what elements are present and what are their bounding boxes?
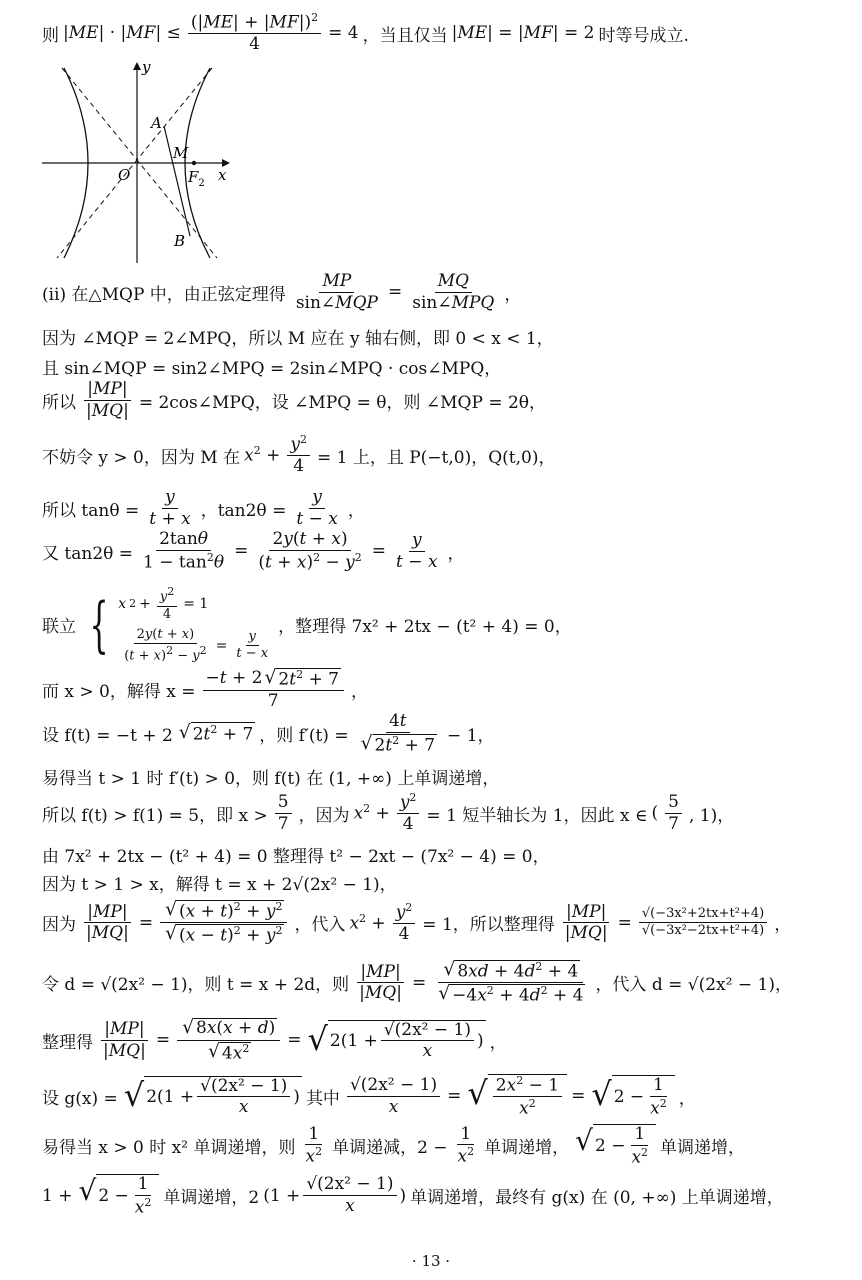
fraction: √ $8xd + 4d^2 + 4$ √ $-4x^2 + 4d^2 + 4$ [438,959,584,1006]
fraction: √ 8x(x + d) √ $4x^2$ [177,1018,280,1063]
fraction: $\frac{(|ME| + |MF|)^2}{4}$ [188,12,321,54]
text: 易得当 x > 0 时 x² 单调递增，则 [42,1138,296,1159]
text: 因为 [42,915,76,936]
line-20: 易得当 x > 0 时 x² 单调递增，则 $\frac{1}{x^2}$ 单调递减，2 − $\frac{1}{x^2}$ 单调递增， √ 2 − $\frac{1}{x^2}$ 单调递增， [42,1123,746,1168]
line-8: 又 tan2θ = $\frac{2\tan\theta}{1 - \tan^2\theta}$ = $\frac{2y(t + x)}{(t + x)^2 - y^2}$ = $\frac{y}{t - x}$ ， [42,529,465,573]
fraction: −t + 2 √ $2t^2 + 7$ 7 [203,668,344,711]
line-19: 设 g(x) = √ 2(1 + $\frac{\text{√(2x² − 1)}}{x}$ ) 其中 $\frac{\text{√(2x² − 1)}}{x}$ = √ $\frac{2x^2 - 1}{x^2}$ = √ 2 − $\frac{1}{x^2}$ ， [42,1074,696,1119]
line-16: 因为 $\frac{|MP|}{|MQ|}$ = √ $(x + t)^2 + y^2$ √ $(x - t)^2 + y^2$ ，代入 $x^2$ + $\frac{y^2}{4}$ = 1，所以整理得 $\frac{|MP|}{|MQ|}$ = $\frac{\text{√(−3x²+2tx+t²+4)}}{\text{√(−3x²−2tx+t²+4)}}$ ， [42,899,792,946]
text: = 2cos∠MPQ，设 ∠MPQ = θ，则 ∠MQP = 2θ， [138,392,547,413]
line-6: 不妨令 y > 0，因为 M 在 $x^2$ + $\frac{y^2}{4}$ = 1 上，且 P(−t,0)，Q(t,0)， [42,433,556,477]
point-m-label: M [173,144,189,162]
text: 单调递增， [484,1138,570,1159]
axis-y-label: y [142,58,151,76]
fraction: $\frac{y}{t + x}$ [149,487,191,529]
text: 单调递减，2 − [332,1138,448,1159]
math-expr: |ME| · |MF| ≤ [63,23,181,44]
origin-label: O [118,166,131,184]
fraction: $\frac{MP}{\text{sin∠MQP}}$ [295,271,378,313]
text: 所以 tanθ = [42,500,140,521]
fraction: $\frac{y^2}{4}$ [393,902,416,944]
fraction: $\frac{|MP|}{|MQ|}$ [103,1019,146,1061]
page-number: · 13 · [411,1252,451,1270]
fraction: $\frac{y}{t - x}$ [396,529,438,572]
line-15: 因为 t > 1 > x，解得 t = x + 2√(2x² − 1)， [42,875,397,895]
fraction: $\frac{y^2}{4}$ [397,792,420,834]
text: 设 f(t) = −t + 2 [42,726,173,747]
text: ，代入 d = √(2x² − 1)， [595,975,792,996]
fraction: $\frac{2y(t + x)}{(t + x)^2 - y^2}$ [258,529,362,573]
fraction: $\frac{\text{√(2x² − 1)}}{x}$ [347,1076,440,1116]
text: 不妨令 y > 0，因为 M 在 [42,447,241,468]
text: 而 x > 0，解得 x = [42,682,196,703]
fraction: $\frac{y}{t - x}$ [296,487,338,529]
text: 1 + [42,1185,73,1206]
text: 整理得 [42,1032,93,1053]
text: 所以 f(t) > f(1) = 5，即 x > [42,805,268,826]
text: ，代入 [294,915,346,936]
fraction: $\frac{5}{7}$ [275,793,292,833]
text: ，则 f′(t) = [259,726,349,747]
text: ，tan2θ = [200,500,287,521]
line-2: (ⅱ) 在△MQP 中，由正弦定理得 $\frac{MP}{\text{sin∠MQP}}$ = $\frac{MQ}{\text{sin∠MPQ}}$ ， [42,271,522,313]
fraction: $\frac{y^2}{4}$ [287,434,310,476]
fraction: $\frac{1}{x^2}$ [305,1123,323,1167]
text: ，因为 [298,805,350,826]
text: 单调递增，2 [163,1188,260,1209]
math-expr: |ME| = |MF| = 2 [451,23,595,44]
line-5 [42,380,546,420]
line-17: 令 d = √(2x² − 1)，则 t = x + 2d，则 $\frac{|MP|}{|MQ|}$ = √ $8xd + 4d^2 + 4$ √ $-4x^2 + 4d^2 + 4$ ，代入 d = √(2x² − 1)， [42,959,792,1006]
text: 令 d = √(2x² − 1)，则 t = x + 2d，则 [42,975,350,996]
line-13: 所以 f(t) > f(1) = 5，即 x > $\frac{5}{7}$ ，因为 $x^2$ + $\frac{y^2}{4}$ = 1 短半轴长为 1，因此 x ∈ ( $\frac{5}{7}$ , 1)， [42,791,735,835]
line-21: 1 + √ 2 − $\frac{1}{x^2}$ 单调递增，2 (1 + $\frac{\text{√(2x² − 1)}}{x}$ ) 单调递增，最终有 g(x) 在 (0, +∞) 上单调递增， [42,1174,784,1218]
point-a-label: A [151,114,162,132]
text: 设 g(x) = [42,1088,118,1109]
fraction: $\frac{5}{7}$ [665,793,682,833]
fraction: $\frac{2\tan\theta}{1 - \tan^2\theta}$ [143,529,225,573]
point-f2-label: $F_2$ [188,168,205,189]
text: = 1 上，且 P(−t,0)，Q(t,0)， [316,447,556,468]
line-9 [42,586,572,664]
text: 所以 [42,392,76,413]
equation-system: x 2 + $\frac{y^2}{4}$ = 1 $\frac{2y(t + x)}{(t + x)^2 - y^2}$ = $\frac{y}{t - x}$ [118,585,269,664]
text: (ⅱ) 在△MQP 中，由正弦定理得 [42,284,286,305]
line-18: 整理得 $\frac{|MP|}{|MQ|}$ = √ 8x(x + d) √ $4x^2$ = √ 2(1 + $\frac{\text{√(2x² − 1)}}{x}$ ) ， [42,1017,507,1064]
text: = 1，所以整理得 [422,915,555,936]
line-10: 而 x > 0，解得 x = −t + 2 √ $2t^2 + 7$ 7 ， [42,667,368,712]
brace: { [89,589,109,660]
fraction: $\frac{|MP|}{|MQ|}$ [359,961,402,1004]
fraction: $\frac{\text{√(−3x²+2tx+t²+4)}}{\text{√(−3x²−2tx+t²+4)}}$ [639,907,767,939]
text-ze: 则 [42,25,59,46]
text: 其中 [305,1088,340,1109]
line-3: 因为 ∠MQP = 2∠MPQ，所以 M 应在 y 轴右侧，即 0 < x < 1， [42,329,554,349]
line-11: 设 f(t) = −t + 2 √ $2t^2 + 7$ ，则 f′(t) = 4t √ $2t^2 + 7$ − 1， [42,711,495,756]
text: − 1， [447,726,495,747]
axis-x-label: x [218,166,227,184]
line-12: 易得当 t > 1 时 f′(t) > 0，则 f(t) 在 (1, +∞) 上单调递增， [42,769,500,789]
line-7: 所以 tanθ = $\frac{y}{t + x}$ ，tan2θ = $\frac{y}{t - x}$ ， [42,487,365,529]
text: ，整理得 7x² + 2tx − (t² + 4) = 0， [278,617,572,638]
fraction: 4t √ $2t^2 + 7$ [360,711,436,756]
line-4: 且 sin∠MQP = sin2∠MPQ = 2sin∠MPQ · cos∠MPQ， [42,359,502,379]
text: 又 tan2θ = [42,543,134,564]
text: 单调递增，最终有 g(x) 在 (0, +∞) 上单调递增， [410,1188,784,1209]
fraction: $\frac{MQ}{\text{sin∠MPQ}}$ [412,271,495,313]
line-1 [42,12,689,54]
fraction: $\frac{|MP|}{|MQ|}$ [86,379,129,421]
fraction: √ $(x + t)^2 + y^2$ √ $(x - t)^2 + y^2$ [160,900,287,946]
text-end: 时等号成立. [598,25,689,46]
point-b-label: B [174,232,186,250]
line-14: 由 7x² + 2tx − (t² + 4) = 0 整理得 t² − 2xt − (7x² − 4) = 0， [42,847,550,867]
fraction: $\frac{|MP|}{|MQ|}$ [86,901,129,944]
fraction: $\frac{|MP|}{|MQ|}$ [564,901,608,944]
math-expr: = 4 [328,23,359,44]
text: = 1 短半轴长为 1，因此 x ∈ [426,805,648,826]
text: 联立 [42,617,76,638]
hyperbola-figure [42,58,237,268]
fraction: $\frac{1}{x^2}$ [457,1123,475,1167]
text-cond: ，当且仅当 [362,25,448,46]
text: 单调递增， [660,1138,746,1159]
